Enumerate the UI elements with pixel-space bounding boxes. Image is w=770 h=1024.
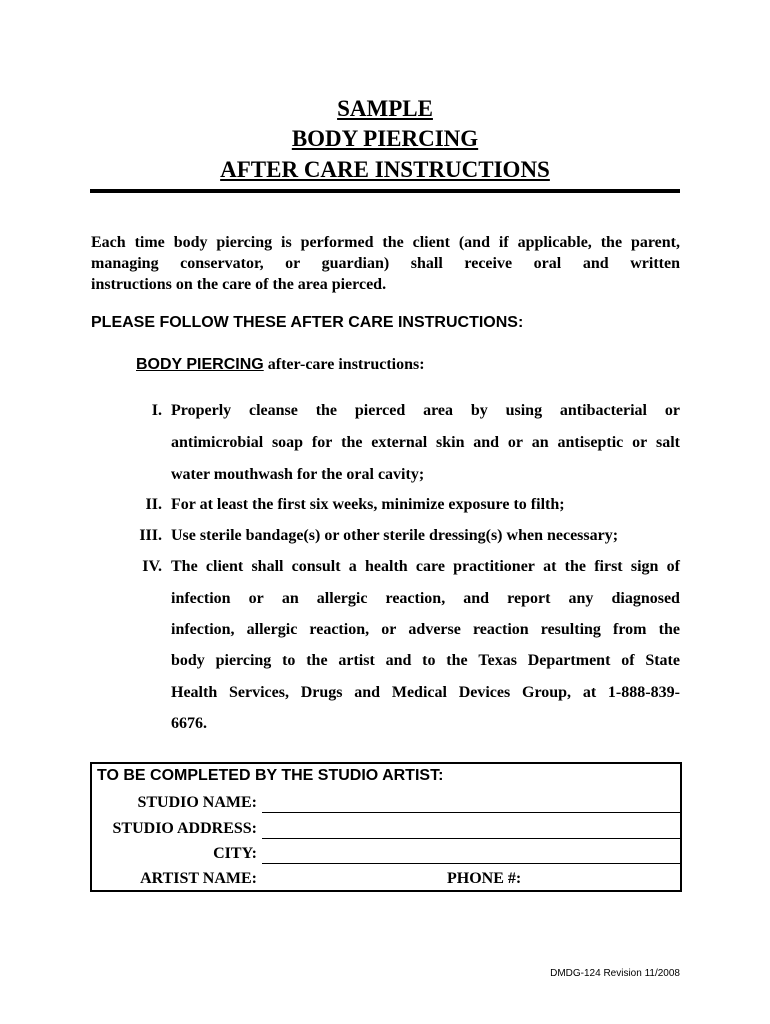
item-line [171, 583, 680, 615]
item-word: soap [271, 434, 304, 451]
item-word: State [645, 652, 680, 669]
form-revision-footer: DMDG-124 Revision 11/2008 [550, 968, 680, 979]
item-line [171, 677, 680, 709]
item-word: resulting [540, 621, 601, 638]
city-label: CITY: [213, 845, 257, 862]
item-word: the [306, 652, 328, 669]
item-word: diagnosed [611, 590, 680, 607]
item-word: reaction, [385, 590, 446, 607]
intro-line: managing conservator, or guardian) shall receive oral and written [91, 255, 680, 272]
item-word: antibacterial [559, 402, 647, 419]
item-word: Medical [391, 684, 447, 701]
item-word: an [281, 590, 299, 607]
item-word: a [348, 558, 357, 575]
item-number: III. [139, 527, 162, 544]
item-word: The [171, 558, 198, 575]
subheading-label: BODY PIERCING [136, 356, 264, 373]
item-word: to [282, 652, 296, 669]
item-word: using [505, 402, 543, 419]
item-number: I. [151, 402, 162, 419]
item-word: Devices [458, 684, 511, 701]
item-word: practitioner [453, 558, 535, 575]
item-word: consult [291, 558, 341, 575]
item-line: For at least the first six weeks, minimize exposure to filth; [171, 496, 565, 513]
item-word: an [531, 434, 549, 451]
item-word: allergic [246, 621, 298, 638]
studio-artist-form [90, 762, 682, 892]
item-word: shall [251, 558, 284, 575]
item-word: antimicrobial [171, 434, 264, 451]
artist-name-label: ARTIST NAME: [140, 870, 257, 887]
item-line [171, 427, 680, 459]
studio-address-label: STUDIO ADDRESS: [112, 820, 257, 837]
item-word: the [315, 402, 338, 419]
item-word: or [507, 434, 523, 451]
item-word: and [463, 590, 490, 607]
item-word: salt [655, 434, 680, 451]
title-divider [90, 189, 680, 193]
item-word: by [470, 402, 488, 419]
item-word: Department [527, 652, 611, 669]
intro-paragraph [91, 232, 680, 295]
item-word: adverse [408, 621, 461, 638]
item-word: or [632, 434, 648, 451]
studio-address-field[interactable] [262, 838, 680, 839]
item-word: of [666, 558, 680, 575]
item-line [171, 395, 680, 427]
item-line: water mouthwash for the oral cavity; [171, 466, 425, 483]
title-after-care: AFTER CARE INSTRUCTIONS [220, 157, 550, 182]
intro-line: Each time body piercing is performed the client (and if applicable, the parent, [91, 234, 680, 251]
item-word: sign [630, 558, 659, 575]
item-word: or [381, 621, 397, 638]
item-word: pierced [354, 402, 406, 419]
item-word: of [621, 652, 635, 669]
item-word: skin [436, 434, 465, 451]
item-word: and [354, 684, 381, 701]
item-word: report [507, 590, 551, 607]
item-word: external [371, 434, 428, 451]
item-word: health [365, 558, 408, 575]
item-word: and [385, 652, 412, 669]
city-field[interactable] [262, 863, 680, 864]
item-line [171, 614, 680, 646]
item-word: Health [171, 684, 218, 701]
item-word: area [423, 402, 453, 419]
item-word: reaction [472, 621, 529, 638]
title-body-piercing: BODY PIERCING [291, 126, 479, 151]
item-word: Properly [171, 402, 232, 419]
subheading [136, 356, 425, 374]
item-word: or [248, 590, 264, 607]
item-word: to [422, 652, 436, 669]
item-word: the [341, 434, 363, 451]
subheading-rest: after-care instructions: [263, 356, 425, 373]
item-word: piercing [215, 652, 272, 669]
item-line [171, 645, 680, 677]
item-word: any [568, 590, 594, 607]
item-line: Use sterile bandage(s) or other sterile dressing(s) when necessary; [171, 527, 619, 544]
item-word: at [582, 684, 597, 701]
item-word: allergic [316, 590, 368, 607]
item-word: cleanse [248, 402, 298, 419]
item-line [171, 551, 680, 583]
item-word: antiseptic [557, 434, 624, 451]
follow-instructions-heading: PLEASE FOLLOW THESE AFTER CARE INSTRUCTIONS: [91, 314, 524, 331]
item-word: at [543, 558, 557, 575]
item-word: client [205, 558, 244, 575]
item-word: Services, [228, 684, 289, 701]
item-word: Texas [478, 652, 517, 669]
item-word: reaction, [309, 621, 370, 638]
item-word: or [664, 402, 680, 419]
intro-line: instructions on the care of the area pierced. [91, 276, 387, 293]
item-word: care [415, 558, 445, 575]
phone-label: PHONE #: [447, 870, 522, 887]
item-word: the [446, 652, 468, 669]
item-word: the [564, 558, 586, 575]
studio-name-field[interactable] [262, 812, 680, 813]
item-word: for [311, 434, 333, 451]
item-line: 6676. [171, 715, 207, 732]
item-word: Group, [522, 684, 572, 701]
item-word: the [658, 621, 680, 638]
item-number: IV. [142, 558, 162, 575]
item-number: II. [145, 496, 162, 513]
item-word: 1-888-839- [607, 684, 680, 701]
title-sample: SAMPLE [337, 96, 433, 121]
studio-name-label: STUDIO NAME: [137, 794, 257, 811]
item-word: body [171, 652, 205, 669]
item-word: infection, [171, 621, 235, 638]
item-word: infection [171, 590, 231, 607]
item-word: first [594, 558, 623, 575]
item-word: artist [338, 652, 375, 669]
item-word: from [613, 621, 647, 638]
item-word: and [473, 434, 500, 451]
item-word: Drugs [300, 684, 343, 701]
form-title: TO BE COMPLETED BY THE STUDIO ARTIST: [97, 767, 444, 784]
